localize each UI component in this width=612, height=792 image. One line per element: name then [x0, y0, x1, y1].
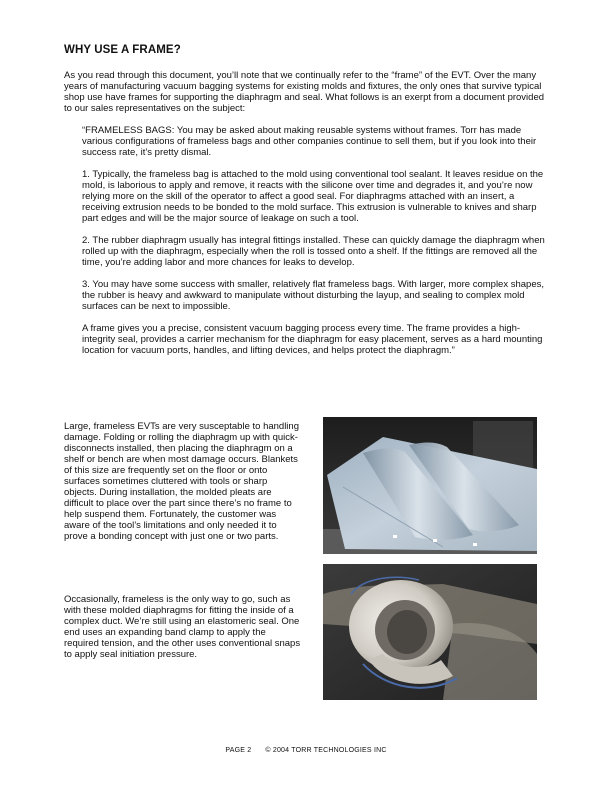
page-heading: WHY USE A FRAME?: [64, 44, 181, 56]
molded-duct-illustration: [323, 564, 537, 700]
intro-paragraph: As you read through this document, you’ll note that we continually refer to the “frame” of the EVT. Over the many years of manufacturing vacuum bagging systems for existing molds and fixtures, the only ones that survive typical shop use have frames for supporting the diaphragm and seal. What follows is an exerpt from a document provided to our sales representatives on the subject:: [64, 70, 545, 114]
photo-caption-2: Occasionally, frameless is the only way to go, such as with these molded diaphragms for fitting the inside of a complex duct. We’re still using an elastomeric seal. One end uses an expanding band clamp to apply the required tension, and the other uses conventional snaps to apply seal initiation pressure.: [64, 594, 301, 660]
quote-paragraph-2: 1. Typically, the frameless bag is attached to the mold using conventional tool sealant. It leaves residue on the mold, is laborious to apply and remove, it reacts with the silicone over time and degrades it, and you’re now relying more on the skill of the operator to affect a good seal. For diaphragms attached with an insert, a receiving extrusion needs to be bonded to the mold surface. This extrusion is vulnerable to knives and sharp part edges and will be the major source of leakage on such a tool.: [82, 169, 544, 224]
page-number: PAGE 2: [225, 747, 252, 754]
frameless-evt-illustration: [323, 417, 537, 554]
molded-duct-diaphragm-photo: [323, 564, 537, 700]
quote-paragraph-3: 2. The rubber diaphragm usually has integral fittings installed. These can quickly damage the diaphragm when rolled up with the diaphragm, especially when the roll is tossed onto a shelf. If the fittings are removed all the time, you’re adding labor and more chances for leaks to develop.: [82, 235, 545, 268]
quote-paragraph-4: 3. You may have some success with smaller, relatively flat frameless bags. With larger, more complex shapes, the rubber is heavy and awkward to manipulate without disturbing the layup, and sealing to complex mold surfaces can be next to impossible.: [82, 279, 545, 312]
photo-caption-1: Large, frameless EVTs are very susceptable to handling damage. Folding or rolling the diaphragm up with quick-disconnects installed, then placing the diaphragm on a shelf or bench are when most damage occurs. Blankets of this size are frequently set on the floor or onto surfaces sometimes cluttered with tools or sharp objects. During installation, the molded pleats are difficult to place over the part since there’s no frame to help suspend them. Fortunately, the customer was aware of the tool’s limitations and only needed it to prove a bonding concept with just one or two parts.: [64, 421, 299, 542]
quoted-excerpt: [82, 125, 548, 367]
copyright-notice: © 2004 TORR TECHNOLOGIES INC: [265, 747, 387, 754]
frameless-evt-photo: [323, 417, 537, 554]
quote-paragraph-5: A frame gives you a precise, consistent vacuum bagging process every time. The frame provides a high-integrity seal, provides a carrier mechanism for the diaphragm for easy placement, serves as a hard mounting location for vacuum ports, handles, and lifting devices, and helps protect the diaphragm.”: [82, 323, 543, 356]
page-footer: [0, 747, 612, 754]
quote-paragraph-1: “FRAMELESS BAGS: You may be asked about making reusable systems without frames. Torr has made various configurations of frameless bags and other companies continue to sell them, but if you look into their success rate, it’s pretty dismal.: [82, 125, 537, 158]
